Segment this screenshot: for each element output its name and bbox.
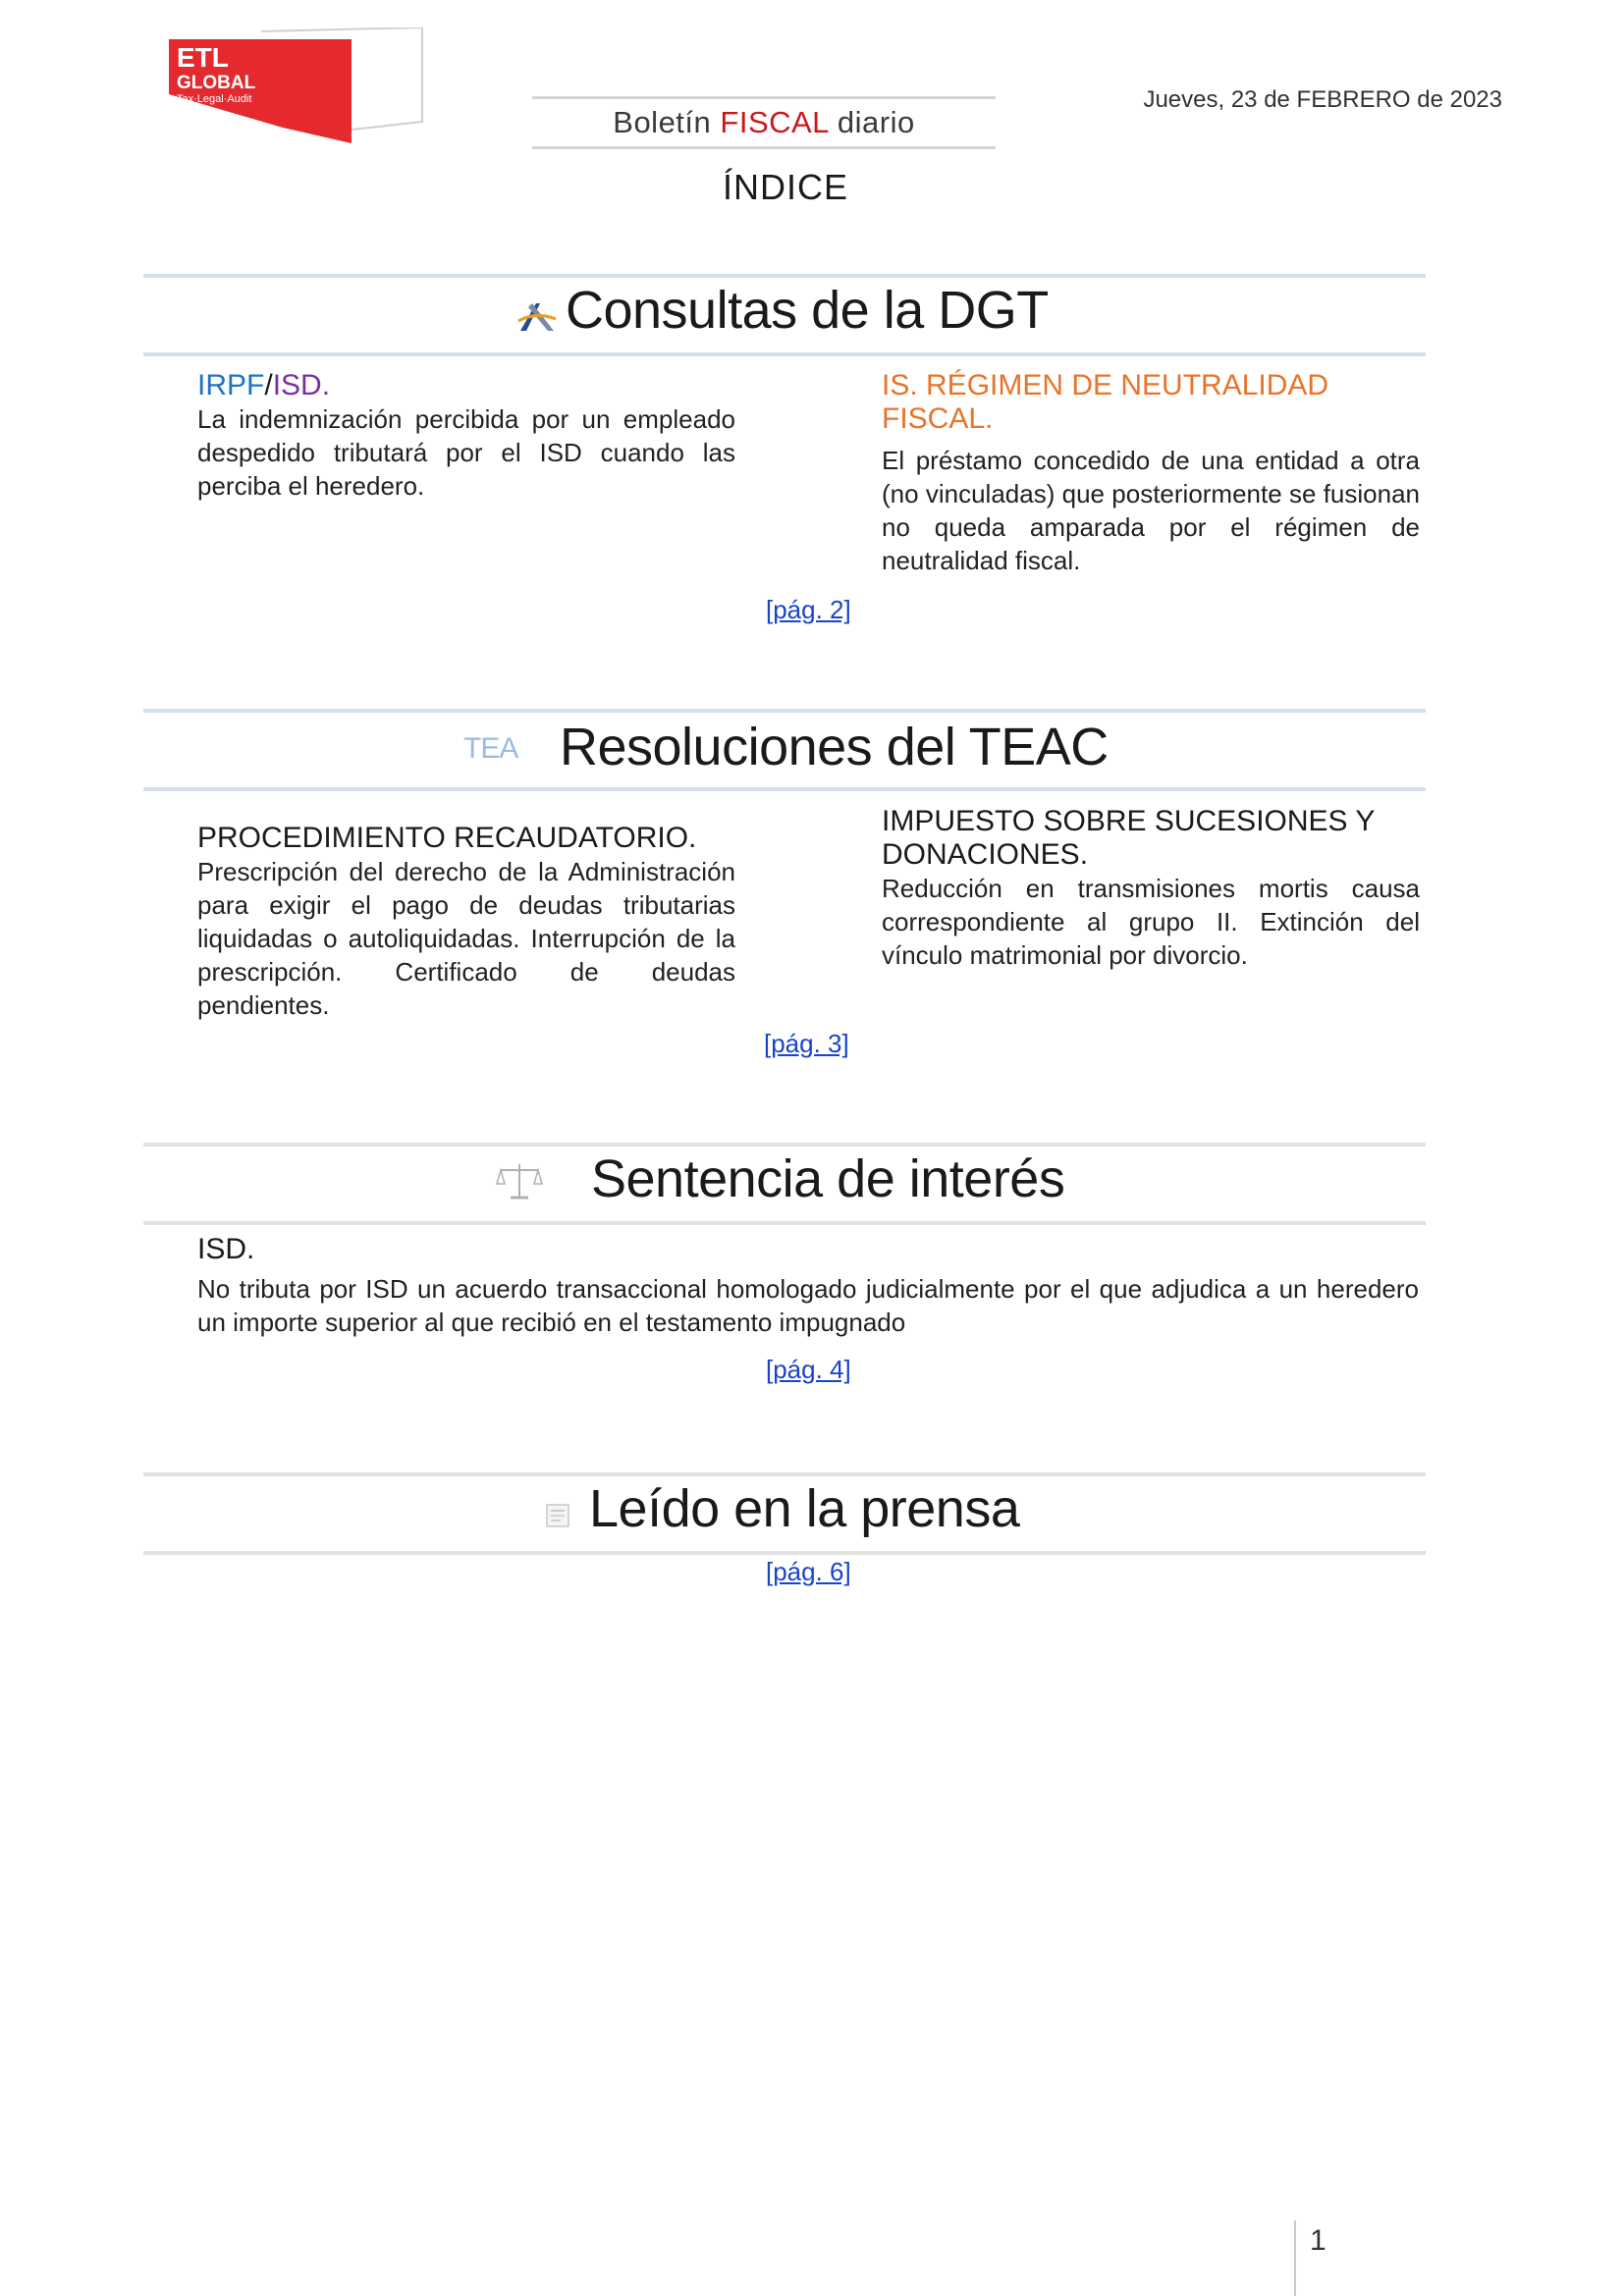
teac-left-summary: Prescripción del derecho de la Administración para exigir el pago de deudas tributarias liquidadas o autoliquidadas. Interrupción de la prescripción. Certificado de deudas pendientes. [197, 857, 735, 1020]
logo-text-top: ETL [177, 42, 229, 73]
logo-text-mid: GLOBAL [177, 73, 256, 93]
page-number: 1 [1310, 2224, 1326, 2257]
sentencia-page-link[interactable]: [pág. 4] [766, 1355, 851, 1384]
tax-agency-icon [516, 299, 558, 340]
scales-icon [495, 1160, 544, 1208]
dgt-page-link[interactable]: [pág. 2] [766, 595, 851, 624]
teac-right-summary: Reducción en transmisiones mortis causa correspondiente al grupo II. Extinción del vínculo matrimonial por divorcio. [882, 874, 1420, 970]
teac-page-link[interactable]: [pág. 3] [764, 1029, 849, 1058]
prensa-page-link[interactable]: [pág. 6] [766, 1557, 851, 1586]
section-title-dgt: Consultas de la DGT [566, 281, 1049, 340]
teac-icon: TEA [463, 732, 518, 765]
section-title-teac: Resoluciones del TEAC [560, 718, 1109, 776]
teac-right-topic-line1: IMPUESTO SOBRE SUCESIONES Y [882, 805, 1376, 837]
sentencia-topic: ISD. [197, 1233, 255, 1265]
bulletin-banner [532, 96, 996, 149]
sentencia-summary: No tributa por ISD un acuerdo transaccional homologado judicialmente por el que adjudica a un heredero un importe superior al que recibió en el testamento impugnado [197, 1274, 1419, 1337]
dgt-left-summary: La indemnización percibida por un empleado despedido tributará por el ISD cuando las perciba el heredero. [197, 404, 735, 501]
dgt-right-topic-line2: FISCAL. [882, 402, 994, 435]
index-title: ÍNDICE [722, 167, 848, 207]
bulletin-accent: FISCAL [720, 105, 829, 139]
dgt-left-entry [197, 369, 735, 503]
page-number-divider [1294, 2220, 1296, 2296]
dgt-right-topic-line1: IS. RÉGIMEN DE NEUTRALIDAD [882, 369, 1329, 401]
bulletin-title: Boletín FISCAL diario [613, 105, 915, 139]
section-header-prensa [143, 1472, 1426, 1555]
sentencia-entry [197, 1233, 1419, 1339]
section-title-prensa: Leído en la prensa [589, 1479, 1020, 1538]
section-header-dgt [143, 274, 1426, 356]
dgt-right-entry [882, 369, 1420, 577]
teac-left-entry [197, 822, 735, 1022]
etl-global-logo [165, 27, 424, 145]
teac-left-topic: PROCEDIMIENTO RECAUDATORIO. [197, 822, 697, 854]
section-header-sentencia [143, 1143, 1426, 1225]
teac-right-topic-line2: DONACIONES. [882, 838, 1089, 871]
teac-right-entry [882, 805, 1420, 972]
section-title-sentencia: Sentencia de interés [591, 1149, 1065, 1208]
newspaper-icon [544, 1502, 571, 1534]
section-header-teac [143, 709, 1426, 791]
logo-text-sub: Tax·Legal·Audit [177, 93, 252, 105]
dgt-left-topic: IRPF/ISD. [197, 369, 331, 401]
dgt-right-summary: El préstamo concedido de una entidad a otra (no vinculadas) que posteriormente se fusionan no queda amparada por el régimen de neutralidad fiscal. [882, 446, 1420, 575]
publication-date: Jueves, 23 de FEBRERO de 2023 [1143, 86, 1502, 113]
